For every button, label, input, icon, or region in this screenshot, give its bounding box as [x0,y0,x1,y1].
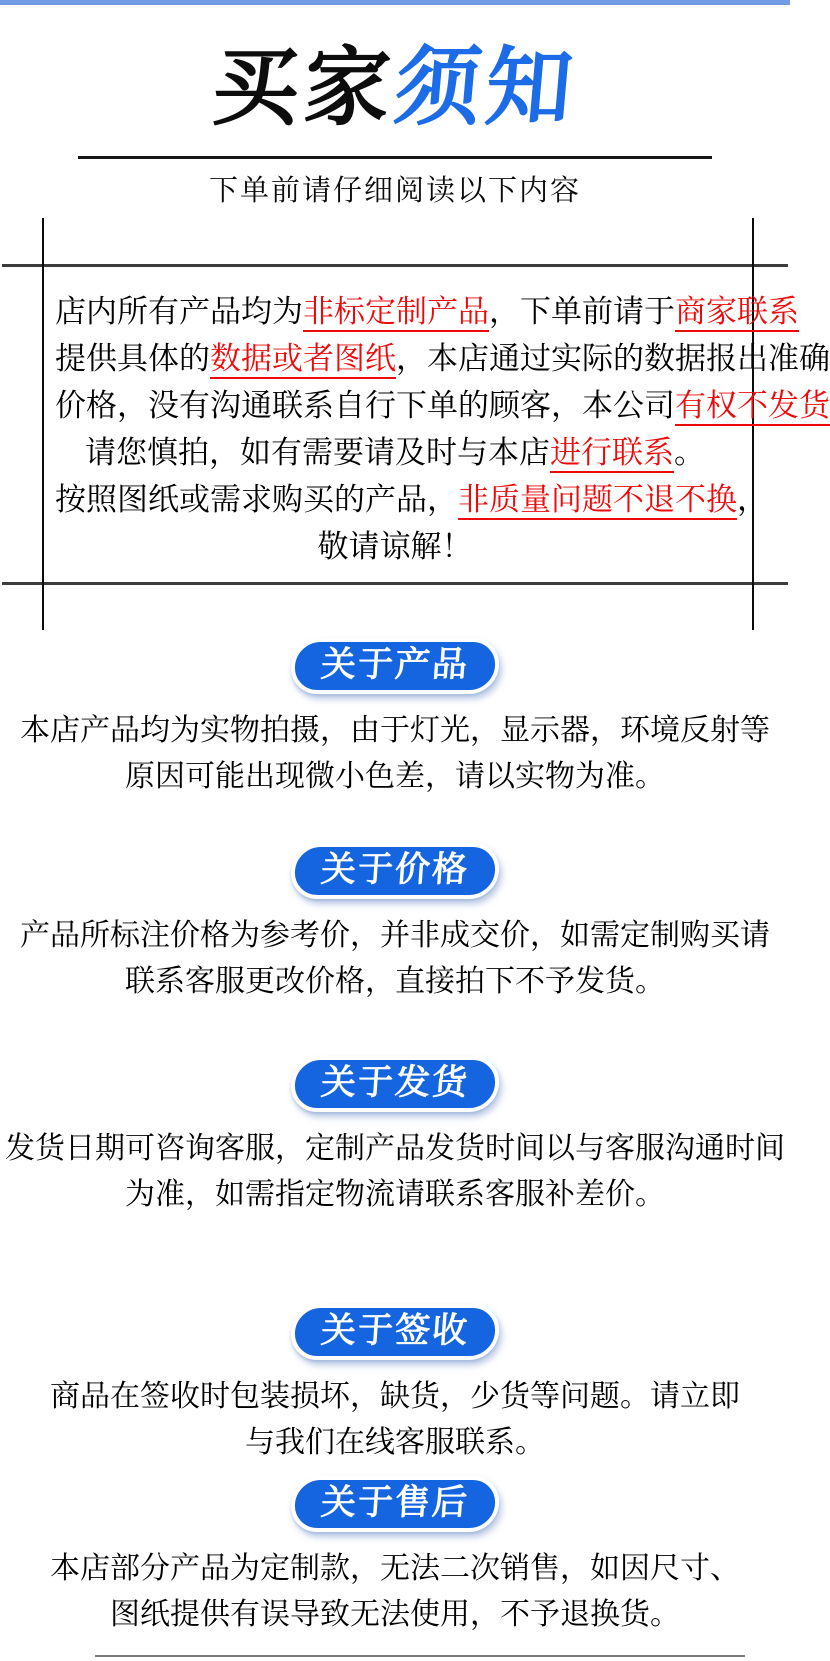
section-badge: 关于发货 [289,1056,501,1112]
section-paragraph [0,1126,790,1218]
info-section [0,1304,790,1466]
notice-paragraph [55,288,830,570]
section-badge-row [0,1304,790,1360]
notice-text: 。 [674,435,705,470]
paragraph-line: 商品在签收时包装损坏，缺货，少货等问题。请立即 [50,1380,740,1413]
section-badge-row [0,1056,790,1112]
paragraph-line: 原因可能出现微小色差，请以实物为准。 [125,760,665,793]
paragraph-line: 发货日期可咨询客服，定制产品发货时间以与客服沟通时间 [5,1132,785,1165]
notice-text: ， [737,482,768,517]
notice-text: 敬请谅解！ [317,529,473,564]
notice-text: 价格，没有沟通联系自行下单的顾客，本公司 [55,388,675,423]
section-badge-row [0,843,790,899]
title-underline [78,156,712,159]
paragraph-line: 为准，如需指定物流请联系客服补差价。 [125,1178,665,1211]
section-badge: 关于价格 [289,843,501,899]
section-paragraph [0,913,790,1005]
notice-line [55,429,735,476]
paragraph-line: 图纸提供有误导致无法使用，不予退换货。 [110,1598,680,1631]
bottom-divider [95,1655,745,1657]
paragraph-line: 联系客服更改价格，直接拍下不予发货。 [125,965,665,998]
top-accent-bar [0,0,790,5]
section-badge: 关于产品 [289,638,501,694]
notice-text: 请您慎拍，如有需要请及时与本店 [85,435,550,470]
page-title-blue-part: 须知 [390,40,582,136]
section-paragraph [0,708,790,800]
paragraph-line: 产品所标注价格为参考价，并非成交价，如需定制购买请 [20,919,770,952]
notice-line [55,476,768,523]
info-section [0,638,790,800]
highlighted-text: 非标定制产品 [303,294,489,332]
notice-text: 按照图纸或需求购买的产品， [55,482,458,517]
section-paragraph [0,1546,790,1638]
section-badge-row [0,1476,790,1532]
notice-line [55,382,830,429]
section-paragraph [0,1374,790,1466]
section-badge-row [0,638,790,694]
notice-line [55,523,735,570]
notice-frame-top-line [2,264,788,267]
notice-line [55,288,799,335]
notice-text: ，下单前请于 [489,294,675,329]
info-section [0,1476,790,1638]
paragraph-line: 本店产品均为实物拍摄，由于灯光，显示器，环境反射等 [20,714,770,747]
notice-text: 提供具体的 [55,341,210,376]
info-section [0,1056,790,1218]
notice-frame-left-line [42,218,44,630]
paragraph-line: 与我们在线客服联系。 [245,1426,545,1459]
page-title-black-part: 买家 [208,40,400,136]
section-badge: 关于签收 [289,1304,501,1360]
page-title [0,38,794,138]
section-badge: 关于售后 [289,1476,501,1532]
info-section [0,843,790,1005]
page-subtitle: 下单前请仔细阅读以下内容 [208,175,581,207]
paragraph-line: 本店部分产品为定制款，无法二次销售，如因尺寸、 [50,1552,740,1585]
notice-frame-bottom-line [2,582,788,585]
highlighted-text: 非质量问题不退不换 [458,482,737,520]
highlighted-text: 进行联系 [550,435,674,473]
notice-text: ，本店通过实际的数据报出准确 [396,341,830,376]
highlighted-text: 数据或者图纸 [210,341,396,379]
highlighted-text: 商家联系 [675,294,799,332]
highlighted-text: 有权不发货 [675,388,830,426]
notice-text: 店内所有产品均为 [55,294,303,329]
notice-line [55,335,830,382]
